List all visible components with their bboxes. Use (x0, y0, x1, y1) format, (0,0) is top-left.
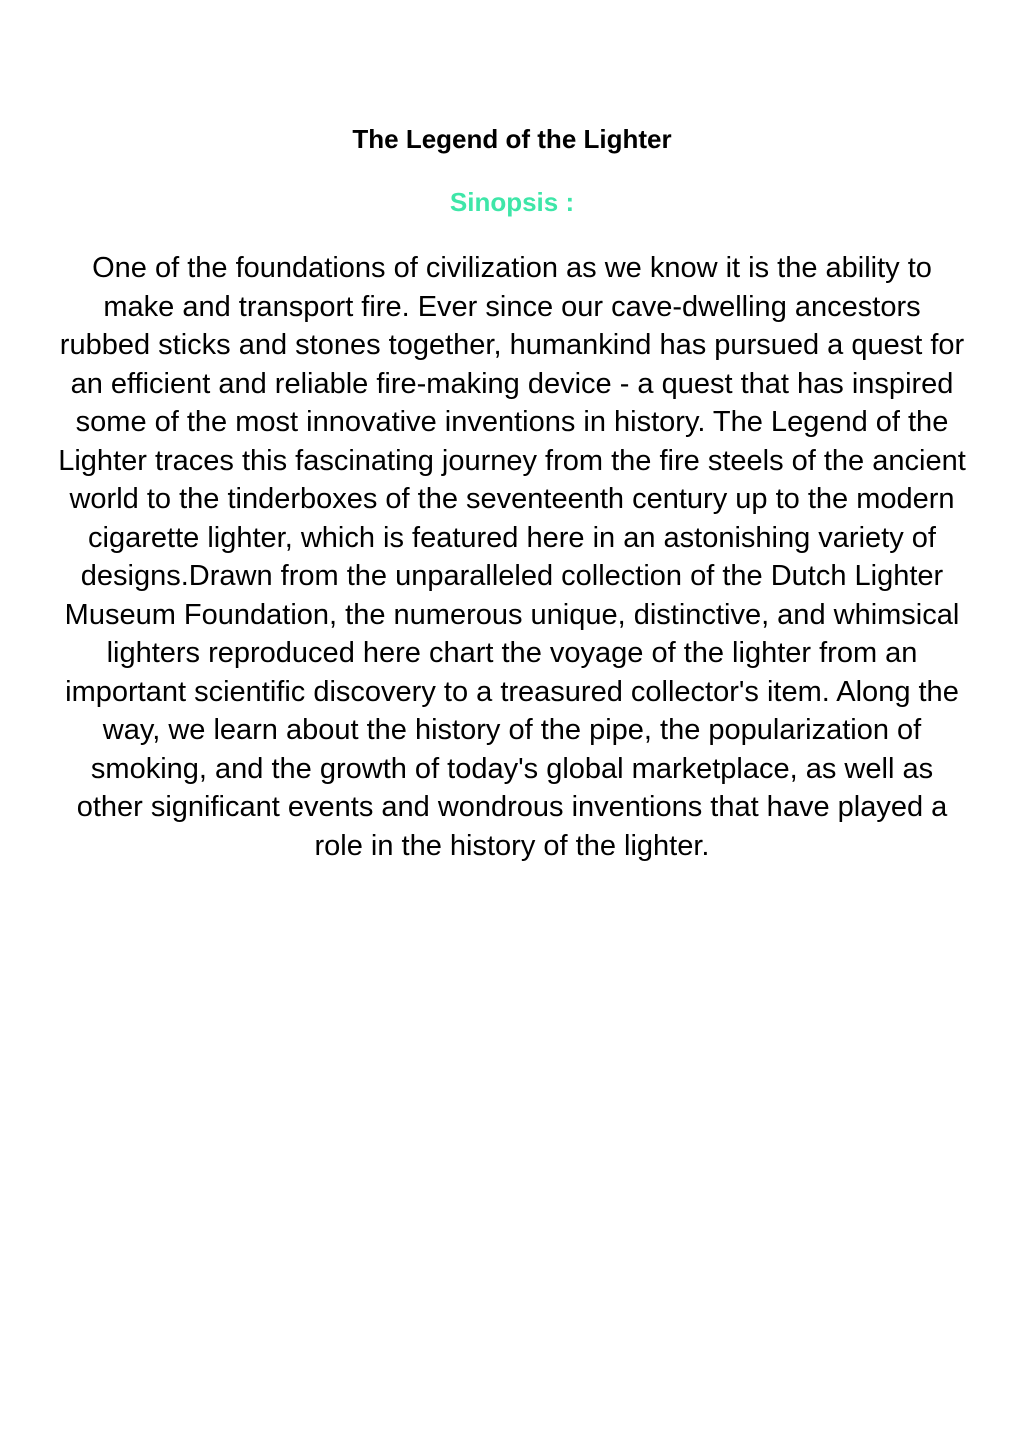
synopsis-body: One of the foundations of civilization as we know it is the ability to make and transport fire. Ever since our cave-dwelling ancestors rubbed sticks and stones together, humankind has pursued a quest for an efficient and reliable fire-making device - a quest that has inspired some of the most innovative inventions in history. The Legend of the Lighter traces this fascinating journey from the fire steels of the ancient world to the tinderboxes of the seventeenth century up to the modern cigarette lighter, which is featured here in an astonishing variety of designs.Drawn from the unparalleled collection of the Dutch Lighter Museum Foundation, the numerous unique, distinctive, and whimsical lighters reproduced here chart the voyage of the lighter from an important scientific discovery to a treasured collector's item. Along the way, we learn about the history of the pipe, the popularization of smoking, and the growth of today's global marketplace, as well as other significant events and wondrous inventions that have played a role in the history of the lighter. (58, 252, 966, 862)
document-title: The Legend of the Lighter (352, 124, 672, 154)
synopsis-heading: Sinopsis : (449, 187, 575, 217)
